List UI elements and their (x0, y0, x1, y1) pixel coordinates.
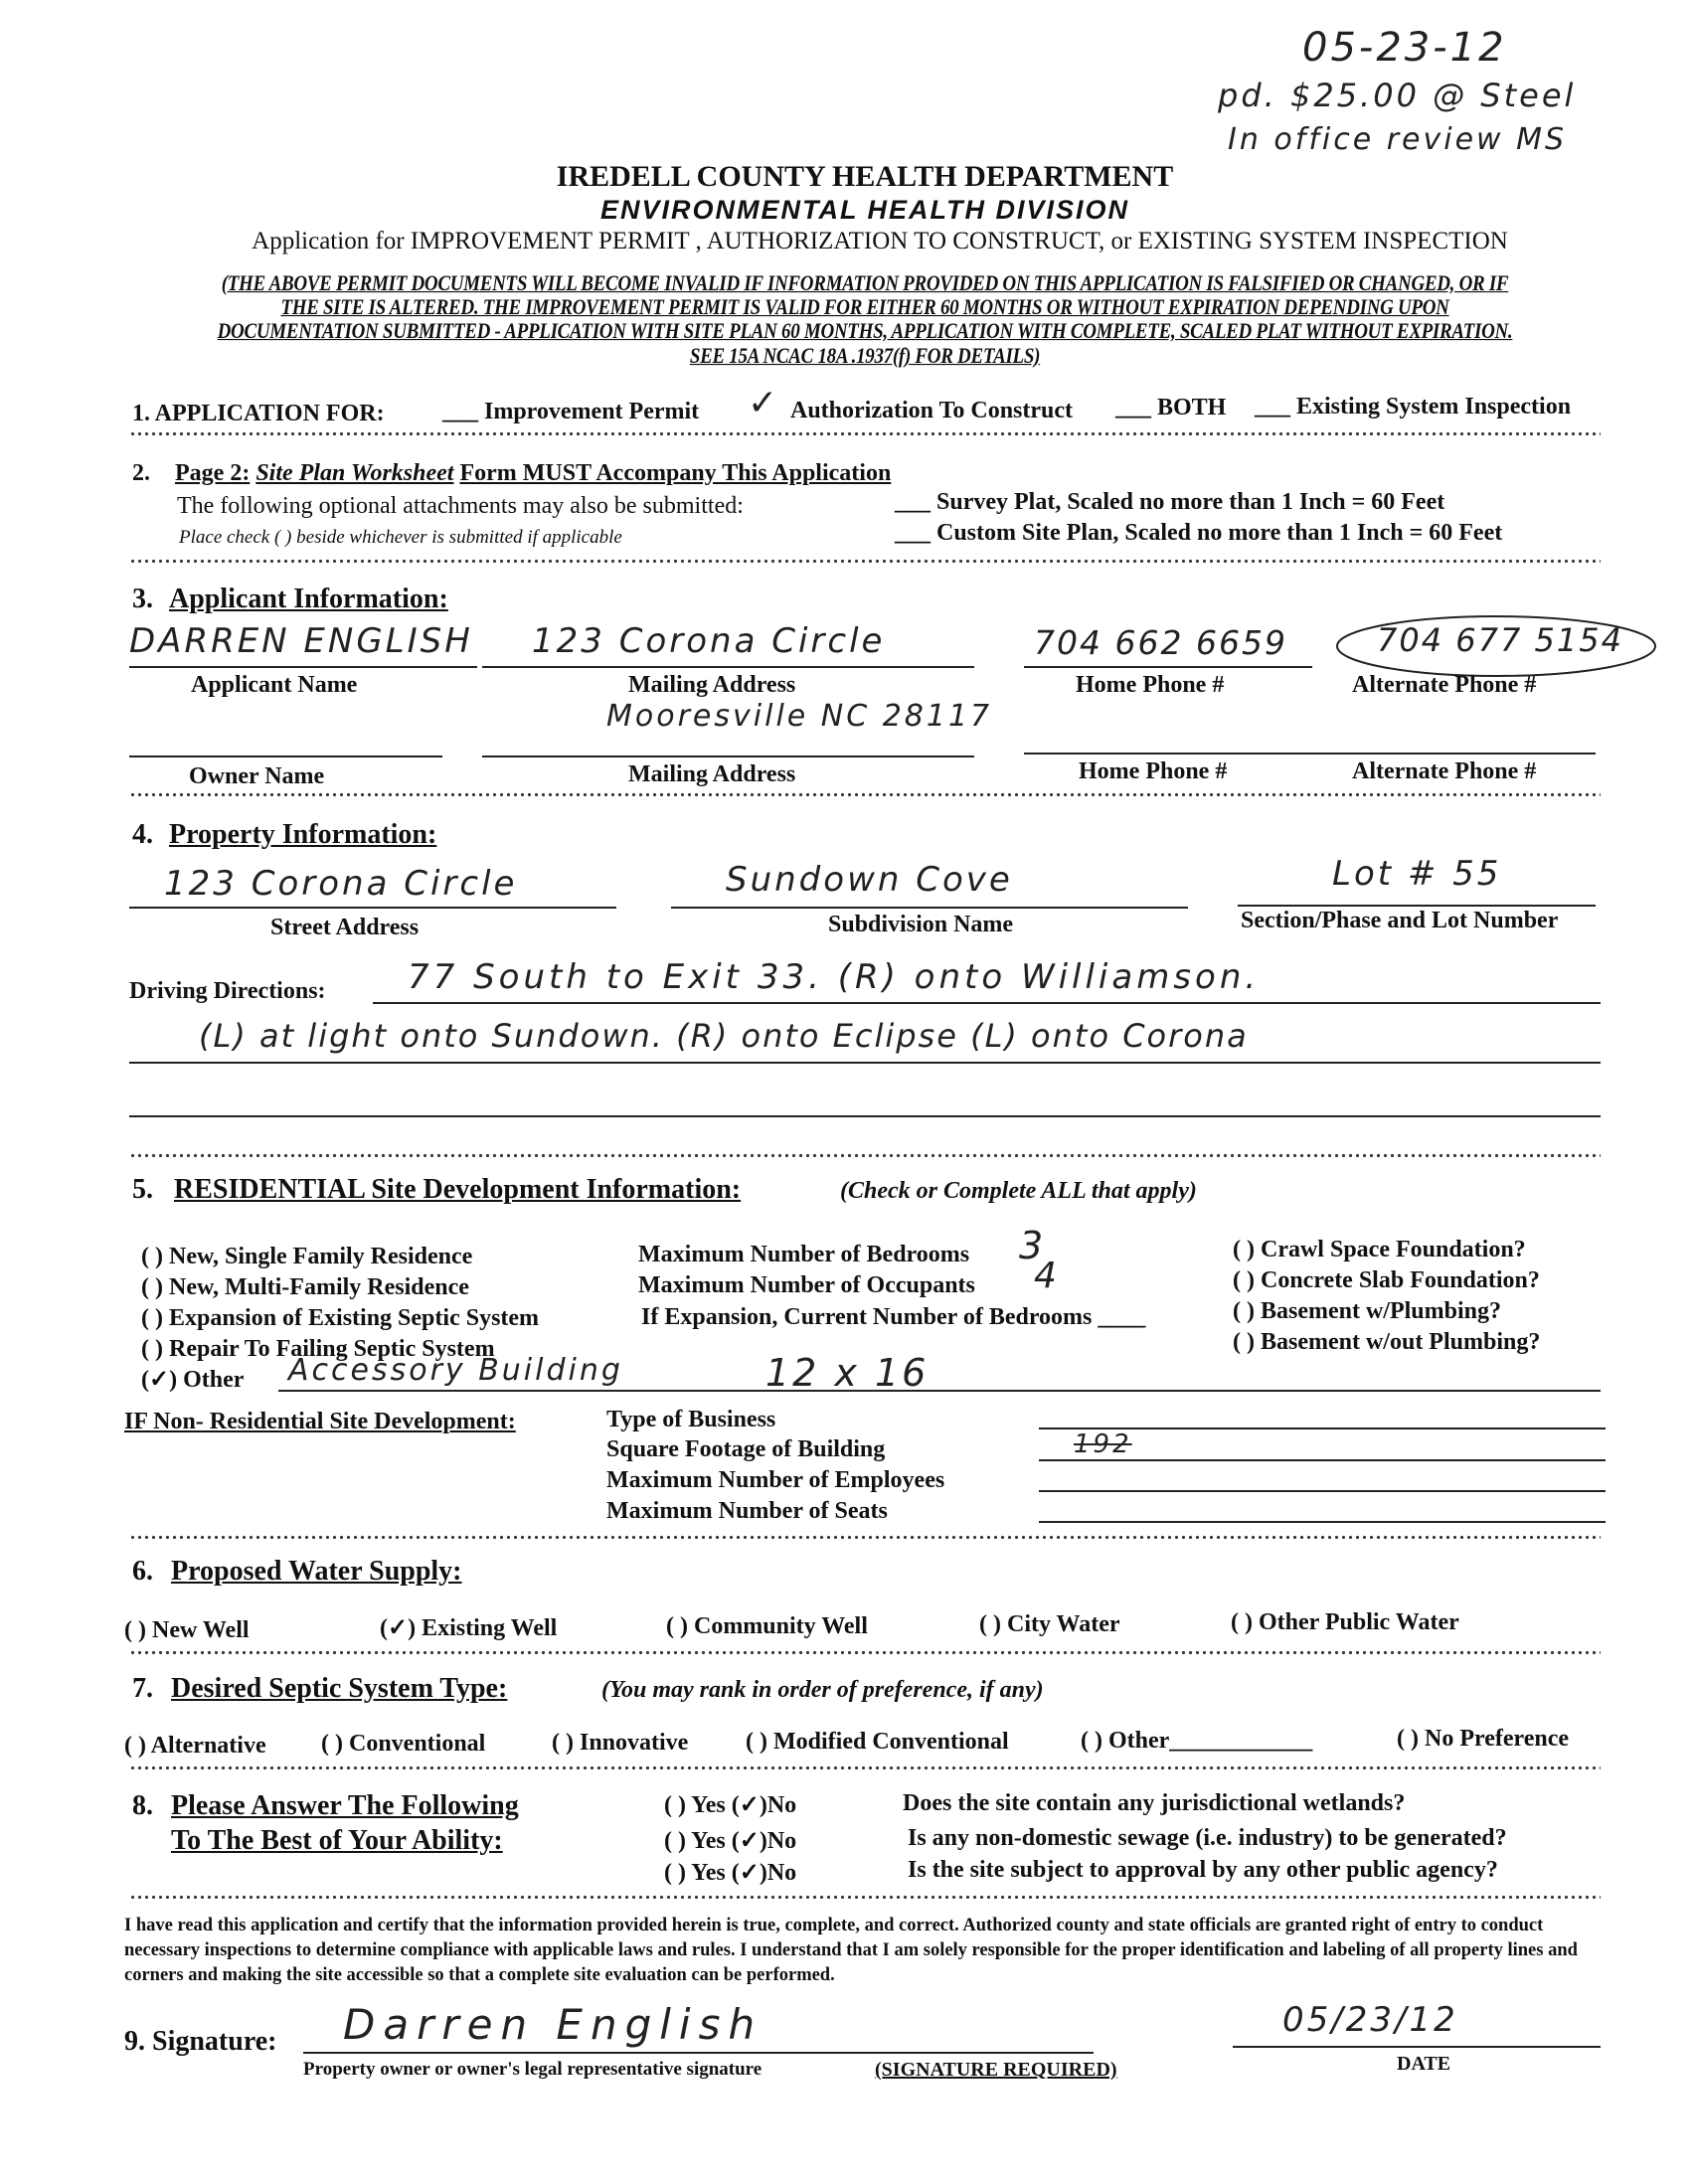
s2-optional: The following optional attachments may also be submitted: (177, 493, 744, 519)
sewage-question: Is any non-domestic sewage (i.e. industry) to be generated? (908, 1825, 1507, 1851)
divider (129, 559, 1601, 564)
bedrooms-label: Maximum Number of Bedrooms (638, 1242, 970, 1267)
annotation-date: 05-23-12 (1302, 25, 1507, 71)
s7-title: Desired Septic System Type: (171, 1673, 508, 1704)
driving-directions-line3[interactable] (129, 1115, 1601, 1117)
nonres-label: Square Footage of Building (606, 1436, 886, 1462)
alt-phone-field[interactable]: 704 677 5154 (1377, 621, 1623, 659)
existing-well-option[interactable]: (✓) Existing Well (380, 1615, 558, 1641)
s5-note: (Check or Complete ALL that apply) (840, 1178, 1197, 1204)
s4-title: Property Information: (169, 819, 437, 850)
owner-alt-phone-field[interactable] (1307, 753, 1596, 755)
signature-caption: Property owner or owner's legal representative signature (303, 2059, 762, 2080)
annotation-review: In office review MS (1228, 122, 1568, 157)
underline (482, 666, 974, 668)
date-label: DATE (1397, 2053, 1451, 2075)
no-preference-option[interactable]: ( ) No Preference (1397, 1726, 1570, 1752)
signature-required: (SIGNATURE REQUIRED) (875, 2059, 1117, 2081)
signature-field[interactable]: Darren English (343, 2000, 763, 2049)
s8-title2: To The Best of Your Ability: (171, 1825, 503, 1856)
new-well-option[interactable]: ( ) New Well (124, 1617, 250, 1643)
label: Home Phone # (1076, 672, 1225, 698)
mailing-address-line2[interactable]: Mooresville NC 28117 (606, 699, 993, 734)
mailing-address-field[interactable]: 123 Corona Circle (532, 621, 886, 661)
repair-option[interactable]: ( ) Repair To Failing Septic System (141, 1336, 495, 1362)
s8-label: 8. (132, 1790, 153, 1821)
disclaimer-line: (THE ABOVE PERMIT DOCUMENTS WILL BECOME INVALID IF INFORMATION PROVIDED ON THIS APPLICATION IS FALSIFIED OR CHANGED, OR IF (221, 271, 1509, 296)
street-address-field[interactable]: 123 Corona Circle (164, 864, 518, 904)
s2-must: Form MUST Accompany This Application (459, 460, 892, 486)
date-field[interactable]: 05/23/12 (1282, 2000, 1458, 2040)
concrete-slab-option[interactable]: ( ) Concrete Slab Foundation? (1233, 1267, 1540, 1293)
s4-label: 4. (132, 819, 153, 850)
alternative-option[interactable]: ( ) Alternative (124, 1733, 266, 1759)
disclaimer-line: THE SITE IS ALTERED. THE IMPROVEMENT PERMIT IS VALID FOR EITHER 60 MONTHS OR WITHOUT EXPIRATION DEPENDING UPON (280, 295, 1449, 320)
authorization-check[interactable]: ✓ (748, 383, 781, 423)
underline (671, 907, 1188, 909)
disclaimer-line: DOCUMENTATION SUBMITTED - APPLICATION WITH SITE PLAN 60 MONTHS, APPLICATION WITH COMPLETE, SCALED PLAT WITHOUT EXPIRATION. (217, 319, 1513, 344)
single-family-option[interactable]: ( ) New, Single Family Residence (141, 1244, 473, 1269)
page-subtitle: ENVIRONMENTAL HEALTH DIVISION (599, 195, 1130, 225)
underline (1024, 666, 1312, 668)
s2-worksheet: Site Plan Worksheet (255, 460, 454, 486)
underline (1238, 905, 1596, 907)
existing-inspection-option[interactable]: ___ Existing System Inspection (1255, 394, 1572, 420)
s5-label: 5. (132, 1174, 153, 1205)
authorization-option[interactable]: Authorization To Construct (790, 398, 1074, 423)
innovative-option[interactable]: ( ) Innovative (552, 1730, 689, 1756)
applicant-name-field[interactable]: DARREN ENGLISH (129, 621, 473, 661)
owner-name-field[interactable] (129, 756, 442, 757)
label: Owner Name (189, 763, 325, 789)
label: Street Address (270, 915, 420, 940)
expansion-option[interactable]: ( ) Expansion of Existing Septic System (141, 1305, 540, 1331)
basement-no-plumbing-option[interactable]: ( ) Basement w/out Plumbing? (1233, 1329, 1541, 1355)
divider (129, 1153, 1601, 1158)
other-option[interactable]: (✓) Other (141, 1367, 245, 1393)
other-septic-option[interactable]: ( ) Other____________ (1081, 1728, 1313, 1754)
divider (129, 792, 1601, 797)
conventional-option[interactable]: ( ) Conventional (321, 1731, 486, 1757)
s1-label: 1. APPLICATION FOR: (132, 401, 385, 426)
underline (303, 2052, 1094, 2054)
wetlands-question: Does the site contain any jurisdictional wetlands? (903, 1790, 1406, 1816)
occupants-label: Maximum Number of Occupants (638, 1272, 975, 1298)
nonres-label: Maximum Number of Employees (606, 1467, 945, 1493)
nonres-label: Maximum Number of Seats (606, 1498, 888, 1524)
owner-home-phone-field[interactable] (1024, 753, 1312, 755)
employees-field[interactable] (1039, 1490, 1606, 1492)
disclaimer-line: SEE 15A NCAC 18A .1937(f) FOR DETAILS) (689, 344, 1041, 369)
other-size-field[interactable]: 12 x 16 (765, 1351, 930, 1395)
s2-page: Page 2: (175, 460, 251, 486)
underline (129, 666, 477, 668)
certification-text: I have read this application and certify that the information provided herein is true, complete, and correct. Authorized county and state officials are granted right of entry to conduct necessary inspections to determine compliance with applicable laws and rules. I understand that I am solely responsible for the proper identification and labeling of all property lines and corners and making the site accessible so that a complete site evaluation can be performed. (124, 1916, 1578, 1985)
s6-title: Proposed Water Supply: (171, 1556, 462, 1587)
city-water-option[interactable]: ( ) City Water (979, 1611, 1120, 1637)
other-public-water-option[interactable]: ( ) Other Public Water (1231, 1609, 1459, 1635)
s3-title: Applicant Information: (169, 584, 448, 614)
underline (129, 1062, 1601, 1064)
both-option[interactable]: ___ BOTH (1115, 395, 1227, 420)
underline (129, 907, 616, 909)
agency-question: Is the site subject to approval by any other public agency? (908, 1857, 1498, 1883)
agency-answer[interactable]: ( ) Yes (✓)No (664, 1860, 797, 1886)
label: Driving Directions: (129, 978, 326, 1004)
page-title: IREDELL COUNTY HEALTH DEPARTMENT (556, 160, 1174, 193)
multi-family-option[interactable]: ( ) New, Multi-Family Residence (141, 1274, 469, 1300)
seats-field[interactable] (1039, 1521, 1606, 1523)
s2-label: 2. (132, 460, 150, 486)
divider (129, 1765, 1601, 1770)
square-footage-field[interactable]: 192 (1074, 1429, 1132, 1459)
label: Applicant Name (191, 672, 358, 698)
owner-mailing-field[interactable] (482, 756, 974, 757)
signature-label: 9. Signature: (124, 2026, 277, 2057)
divider (129, 431, 1601, 436)
survey-plat-option[interactable]: ___ Survey Plat, Scaled no more than 1 Inch = 60 Feet (895, 489, 1445, 515)
expansion-bedrooms-field[interactable]: If Expansion, Current Number of Bedrooms ____ (641, 1304, 1146, 1330)
s7-note: (You may rank in order of preference, if any) (601, 1677, 1044, 1703)
divider (129, 1535, 1601, 1540)
label: Mailing Address (628, 672, 796, 698)
divider (129, 1650, 1601, 1655)
bedrooms-field[interactable]: 3 (1019, 1224, 1047, 1267)
s8-title1: Please Answer The Following (171, 1790, 519, 1821)
lot-number-field[interactable]: Lot # 55 (1332, 854, 1502, 894)
modified-conventional-option[interactable]: ( ) Modified Conventional (746, 1729, 1009, 1755)
label: Section/Phase and Lot Number (1241, 908, 1559, 933)
subdivision-field[interactable]: Sundown Cove (726, 860, 1013, 900)
underline (1039, 1459, 1606, 1461)
label: Alternate Phone # (1352, 672, 1537, 698)
s5-title: RESIDENTIAL Site Development Information: (174, 1174, 742, 1205)
nonres-label: IF Non- Residential Site Development: (124, 1409, 516, 1434)
label: Mailing Address (628, 761, 796, 787)
nonres-label: Type of Business (606, 1407, 776, 1432)
s7-label: 7. (132, 1673, 153, 1704)
s3-label: 3. (132, 584, 153, 614)
custom-site-plan-option[interactable]: ___ Custom Site Plan, Scaled no more than 1 Inch = 60 Feet (895, 520, 1503, 546)
sewage-answer[interactable]: ( ) Yes (✓)No (664, 1828, 797, 1854)
underline (1233, 2046, 1601, 2048)
s2-place-check: Place check ( ) beside whichever is submitted if applicable (179, 527, 622, 548)
driving-directions-line2[interactable]: (L) at light onto Sundown. (R) onto Eclipse (L) onto Corona (199, 1017, 1249, 1055)
label: Home Phone # (1079, 758, 1228, 784)
home-phone-field[interactable]: 704 662 6659 (1034, 623, 1287, 662)
crawl-space-option[interactable]: ( ) Crawl Space Foundation? (1233, 1237, 1526, 1262)
driving-directions-line1[interactable]: 77 South to Exit 33. (R) onto Williamson. (408, 957, 1261, 997)
annotation-payment: pd. $25.00 @ Steel (1218, 77, 1577, 114)
underline (373, 1002, 1601, 1004)
other-value-field[interactable]: Accessory Building (288, 1353, 623, 1388)
improvement-permit-option[interactable]: ___ Improvement Permit (442, 399, 700, 424)
label: Alternate Phone # (1352, 758, 1537, 784)
s6-label: 6. (132, 1556, 153, 1587)
occupants-field[interactable]: 4 (1034, 1256, 1060, 1296)
divider (129, 1895, 1601, 1900)
community-well-option[interactable]: ( ) Community Well (666, 1613, 868, 1639)
underline (278, 1390, 1601, 1392)
wetlands-answer[interactable]: ( ) Yes (✓)No (664, 1792, 797, 1818)
label: Subdivision Name (828, 912, 1014, 937)
application-line: Application for IMPROVEMENT PERMIT , AUTHORIZATION TO CONSTRUCT, or EXISTING SYSTEM INSPECTION (252, 228, 1508, 254)
basement-plumbing-option[interactable]: ( ) Basement w/Plumbing? (1233, 1298, 1501, 1324)
